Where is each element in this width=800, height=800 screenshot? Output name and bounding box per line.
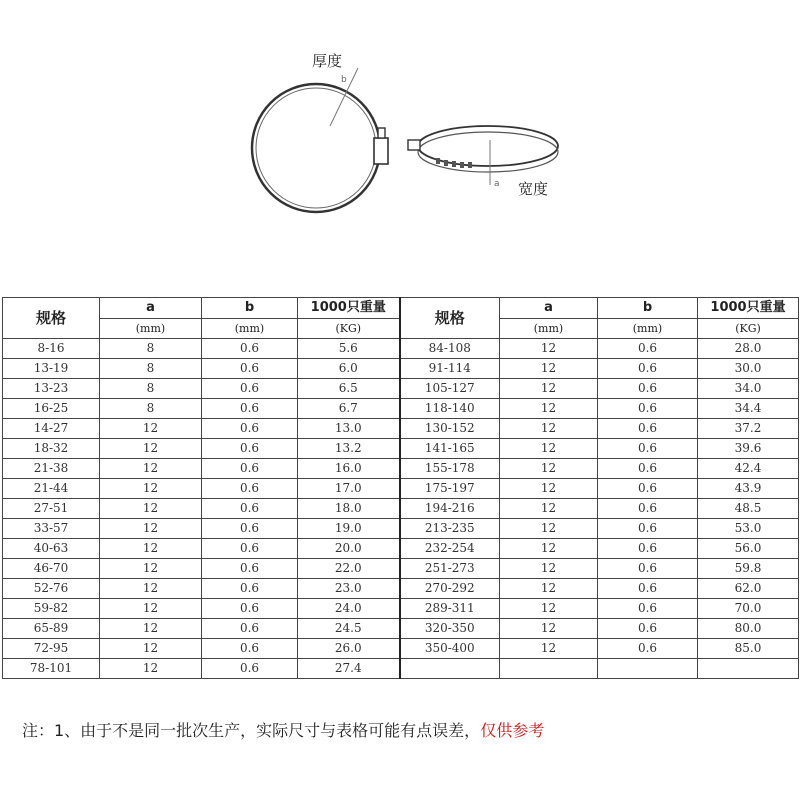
left-b-cell: 0.6 (202, 339, 298, 359)
clamp-ring-outer (252, 84, 380, 212)
left-weight-cell: 24.5 (298, 619, 400, 639)
header-spec: 规格 (400, 298, 500, 339)
left-spec-cell: 33-57 (3, 519, 100, 539)
right-a-cell: 12 (500, 379, 598, 399)
table-row (3, 359, 799, 379)
left-weight-cell: 19.0 (298, 519, 400, 539)
right-spec-cell: 350-400 (400, 639, 500, 659)
left-spec-cell: 13-19 (3, 359, 100, 379)
left-b-cell: 0.6 (202, 479, 298, 499)
left-weight-cell: 13.2 (298, 439, 400, 459)
left-a-cell: 8 (100, 359, 202, 379)
left-spec-cell: 72-95 (3, 639, 100, 659)
right-b-cell: 0.6 (598, 359, 698, 379)
table-row (3, 519, 799, 539)
right-a-cell: 12 (500, 619, 598, 639)
left-weight-cell: 6.0 (298, 359, 400, 379)
width-a-mark: a (494, 179, 500, 189)
right-a-cell: 12 (500, 399, 598, 419)
right-a-cell: 12 (500, 479, 598, 499)
right-b-cell: 0.6 (598, 499, 698, 519)
right-weight-cell: 80.0 (698, 619, 799, 639)
right-b-cell: 0.6 (598, 339, 698, 359)
left-b-cell: 0.6 (202, 359, 298, 379)
right-weight-cell: 70.0 (698, 599, 799, 619)
right-spec-cell: 91-114 (400, 359, 500, 379)
left-weight-cell: 13.0 (298, 419, 400, 439)
right-spec-cell: 251-273 (400, 559, 500, 579)
right-spec-cell: 194-216 (400, 499, 500, 519)
right-b-cell: 0.6 (598, 619, 698, 639)
right-a-cell: 12 (500, 579, 598, 599)
right-a-cell (500, 659, 598, 679)
left-a-cell: 12 (100, 499, 202, 519)
left-b-cell: 0.6 (202, 439, 298, 459)
unit-b: (mm) (202, 319, 298, 339)
unit-a: (mm) (500, 319, 598, 339)
right-a-cell: 12 (500, 559, 598, 579)
right-spec-cell: 141-165 (400, 439, 500, 459)
right-b-cell: 0.6 (598, 479, 698, 499)
thickness-label: 厚度 (312, 52, 343, 70)
left-weight-cell: 20.0 (298, 539, 400, 559)
right-a-cell: 12 (500, 539, 598, 559)
right-b-cell: 0.6 (598, 439, 698, 459)
header-b: b (202, 298, 298, 319)
width-label: 宽度 (518, 180, 549, 198)
right-weight-cell: 53.0 (698, 519, 799, 539)
right-b-cell (598, 659, 698, 679)
right-spec-cell: 130-152 (400, 419, 500, 439)
left-spec-cell: 13-23 (3, 379, 100, 399)
unit-b: (mm) (598, 319, 698, 339)
table-row (3, 419, 799, 439)
right-weight-cell: 59.8 (698, 559, 799, 579)
header-weight: 1000只重量 (298, 298, 400, 319)
left-weight-cell: 16.0 (298, 459, 400, 479)
left-a-cell: 12 (100, 419, 202, 439)
right-a-cell: 12 (500, 519, 598, 539)
left-weight-cell: 5.6 (298, 339, 400, 359)
right-weight-cell: 34.4 (698, 399, 799, 419)
right-weight-cell: 34.0 (698, 379, 799, 399)
table-row (3, 619, 799, 639)
right-a-cell: 12 (500, 499, 598, 519)
right-b-cell: 0.6 (598, 639, 698, 659)
table-row (3, 439, 799, 459)
right-spec-cell: 105-127 (400, 379, 500, 399)
left-spec-cell: 40-63 (3, 539, 100, 559)
left-spec-cell: 8-16 (3, 339, 100, 359)
left-a-cell: 12 (100, 659, 202, 679)
right-a-cell: 12 (500, 599, 598, 619)
right-b-cell: 0.6 (598, 539, 698, 559)
left-a-cell: 12 (100, 619, 202, 639)
clamp-screw-housing (374, 138, 388, 164)
right-a-cell: 12 (500, 339, 598, 359)
left-b-cell: 0.6 (202, 639, 298, 659)
table-row (3, 559, 799, 579)
header-spec: 规格 (3, 298, 100, 339)
right-spec-cell (400, 659, 500, 679)
left-weight-cell: 6.7 (298, 399, 400, 419)
header-b: b (598, 298, 698, 319)
footnote (22, 718, 544, 741)
right-spec-cell: 175-197 (400, 479, 500, 499)
right-spec-cell: 155-178 (400, 459, 500, 479)
left-spec-cell: 46-70 (3, 559, 100, 579)
clamp-screw-head (378, 128, 385, 138)
right-b-cell: 0.6 (598, 579, 698, 599)
left-weight-cell: 17.0 (298, 479, 400, 499)
right-weight-cell: 43.9 (698, 479, 799, 499)
right-spec-cell: 118-140 (400, 399, 500, 419)
right-b-cell: 0.6 (598, 459, 698, 479)
left-spec-cell: 21-38 (3, 459, 100, 479)
left-a-cell: 8 (100, 379, 202, 399)
band-screw (408, 140, 420, 150)
unit-a: (mm) (100, 319, 202, 339)
spec-table (2, 297, 799, 679)
left-b-cell: 0.6 (202, 379, 298, 399)
left-b-cell: 0.6 (202, 619, 298, 639)
left-spec-cell: 16-25 (3, 399, 100, 419)
right-weight-cell: 48.5 (698, 499, 799, 519)
right-weight-cell: 39.6 (698, 439, 799, 459)
table-row (3, 639, 799, 659)
table-row (3, 379, 799, 399)
right-a-cell: 12 (500, 419, 598, 439)
left-a-cell: 12 (100, 639, 202, 659)
left-weight-cell: 22.0 (298, 559, 400, 579)
table-header-row (3, 298, 799, 319)
thickness-b-mark: b (341, 75, 347, 85)
left-b-cell: 0.6 (202, 559, 298, 579)
hose-clamp-diagram (0, 0, 800, 290)
unit-weight: (KG) (698, 319, 799, 339)
right-spec-cell: 270-292 (400, 579, 500, 599)
right-weight-cell: 30.0 (698, 359, 799, 379)
left-spec-cell: 59-82 (3, 599, 100, 619)
right-b-cell: 0.6 (598, 379, 698, 399)
left-weight-cell: 26.0 (298, 639, 400, 659)
left-spec-cell: 52-76 (3, 579, 100, 599)
table-row (3, 539, 799, 559)
left-b-cell: 0.6 (202, 579, 298, 599)
left-a-cell: 12 (100, 459, 202, 479)
left-spec-cell: 21-44 (3, 479, 100, 499)
left-a-cell: 12 (100, 599, 202, 619)
right-spec-cell: 232-254 (400, 539, 500, 559)
left-b-cell: 0.6 (202, 519, 298, 539)
left-b-cell: 0.6 (202, 539, 298, 559)
left-a-cell: 12 (100, 519, 202, 539)
table-row (3, 339, 799, 359)
left-b-cell: 0.6 (202, 599, 298, 619)
header-a: a (100, 298, 202, 319)
left-spec-cell: 65-89 (3, 619, 100, 639)
right-weight-cell (698, 659, 799, 679)
right-a-cell: 12 (500, 359, 598, 379)
left-weight-cell: 18.0 (298, 499, 400, 519)
left-a-cell: 8 (100, 339, 202, 359)
left-b-cell: 0.6 (202, 399, 298, 419)
right-a-cell: 12 (500, 639, 598, 659)
right-weight-cell: 28.0 (698, 339, 799, 359)
right-spec-cell: 289-311 (400, 599, 500, 619)
unit-weight: (KG) (298, 319, 400, 339)
table-row (3, 479, 799, 499)
right-b-cell: 0.6 (598, 399, 698, 419)
header-weight: 1000只重量 (698, 298, 799, 319)
left-weight-cell: 27.4 (298, 659, 400, 679)
left-weight-cell: 24.0 (298, 599, 400, 619)
table-row (3, 499, 799, 519)
right-weight-cell: 56.0 (698, 539, 799, 559)
right-weight-cell: 85.0 (698, 639, 799, 659)
right-b-cell: 0.6 (598, 559, 698, 579)
left-b-cell: 0.6 (202, 659, 298, 679)
left-spec-cell: 27-51 (3, 499, 100, 519)
right-weight-cell: 42.4 (698, 459, 799, 479)
right-weight-cell: 62.0 (698, 579, 799, 599)
table-row (3, 399, 799, 419)
right-b-cell: 0.6 (598, 419, 698, 439)
table-row (3, 579, 799, 599)
left-spec-cell: 78-101 (3, 659, 100, 679)
left-a-cell: 12 (100, 579, 202, 599)
right-a-cell: 12 (500, 459, 598, 479)
left-a-cell: 8 (100, 399, 202, 419)
left-weight-cell: 23.0 (298, 579, 400, 599)
left-a-cell: 12 (100, 559, 202, 579)
left-weight-cell: 6.5 (298, 379, 400, 399)
left-b-cell: 0.6 (202, 419, 298, 439)
right-spec-cell: 84-108 (400, 339, 500, 359)
table-row (3, 659, 799, 679)
right-spec-cell: 320-350 (400, 619, 500, 639)
clamp-ring-inner (256, 88, 376, 208)
table-row (3, 599, 799, 619)
right-spec-cell: 213-235 (400, 519, 500, 539)
table-body (3, 339, 799, 679)
right-b-cell: 0.6 (598, 519, 698, 539)
left-a-cell: 12 (100, 539, 202, 559)
footnote-text: 注：1、由于不是同一批次生产，实际尺寸与表格可能有点误差， (22, 721, 481, 740)
left-a-cell: 12 (100, 439, 202, 459)
header-a: a (500, 298, 598, 319)
right-a-cell: 12 (500, 439, 598, 459)
right-weight-cell: 37.2 (698, 419, 799, 439)
left-spec-cell: 18-32 (3, 439, 100, 459)
left-a-cell: 12 (100, 479, 202, 499)
footnote-highlight: 仅供参考 (480, 721, 545, 740)
left-b-cell: 0.6 (202, 499, 298, 519)
right-b-cell: 0.6 (598, 599, 698, 619)
left-b-cell: 0.6 (202, 459, 298, 479)
left-spec-cell: 14-27 (3, 419, 100, 439)
table-row (3, 459, 799, 479)
